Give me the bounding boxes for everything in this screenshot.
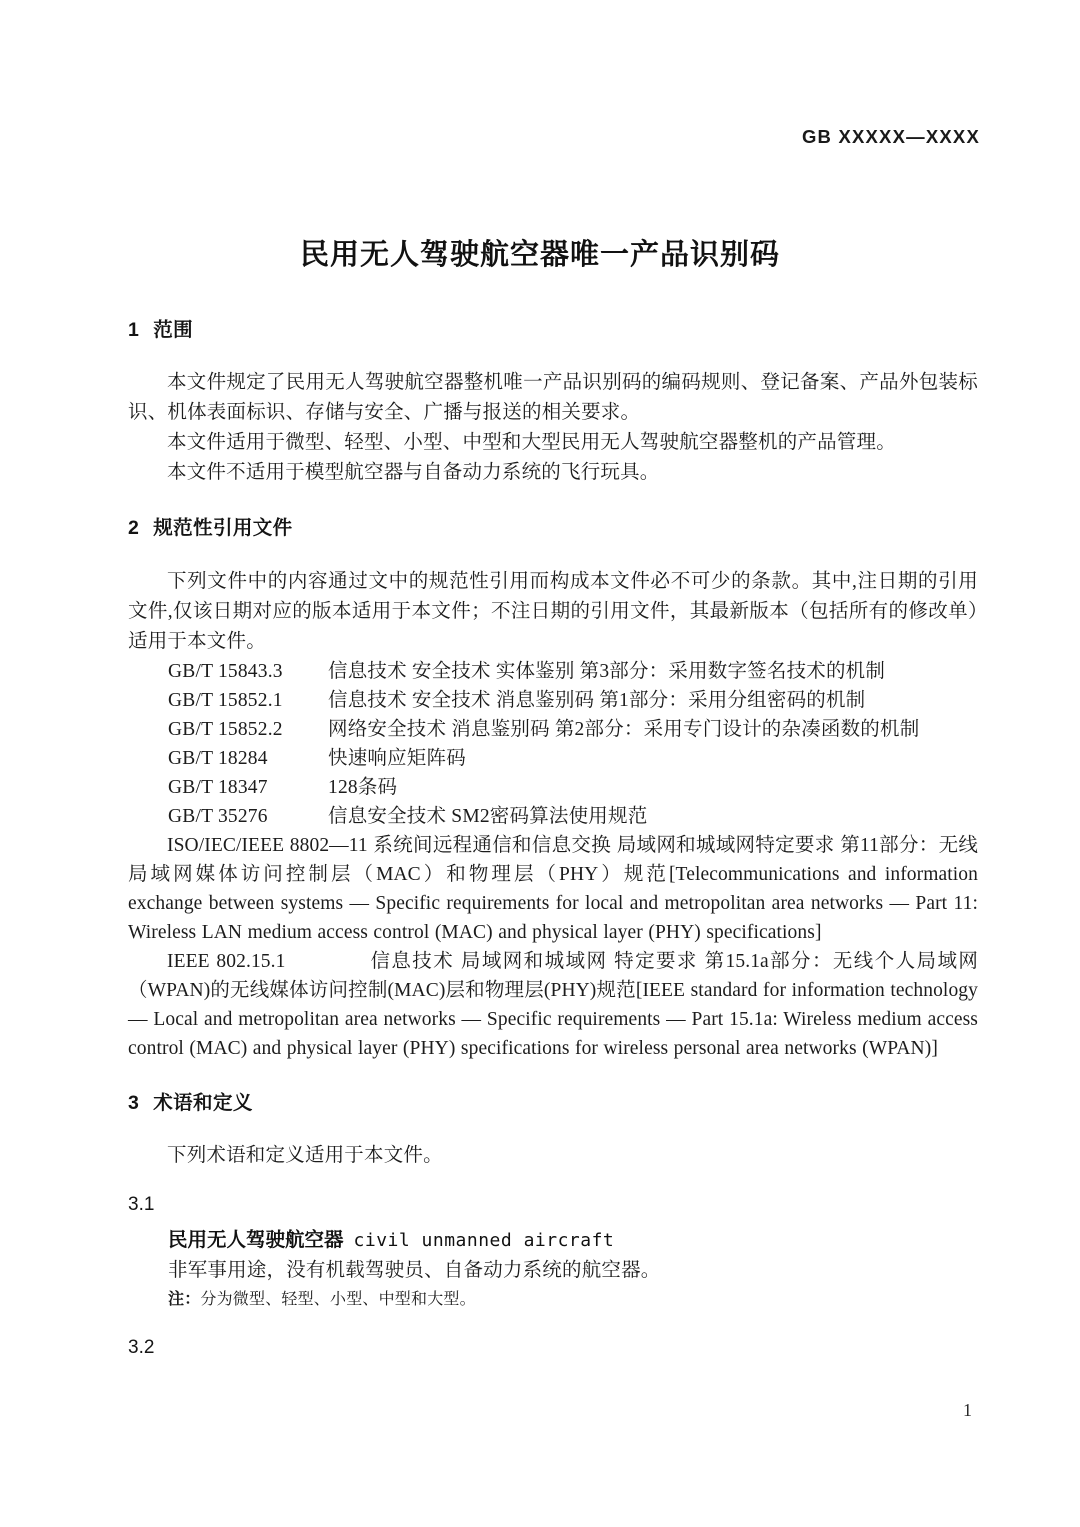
term-note-text: 分为微型、轻型、小型、中型和大型。 <box>200 1290 476 1308</box>
term-note-label: 注： <box>168 1290 201 1308</box>
reference-title: 快速响应矩阵码 <box>328 747 466 769</box>
normative-reference-list <box>128 657 978 831</box>
reference-row <box>128 657 978 686</box>
reference-code: GB/T 15852.1 <box>168 689 283 711</box>
page-title: 民用无人驾驶航空器唯一产品识别码 <box>299 239 780 271</box>
scope-paragraph-3: 本文件不适用于模型航空器与自备动力系统的飞行玩具。 <box>167 462 660 484</box>
scope-paragraph-1: 本文件规定了民用无人驾驶航空器整机唯一产品识别码的编码规则、登记备案、产品外包装标识、机体表面标识、存储与安全、广播与报送的相关要求。 <box>128 372 978 424</box>
section-heading-normative-references <box>128 516 978 540</box>
reference-row <box>128 773 978 802</box>
reference-code: GB/T 18284 <box>168 747 268 769</box>
reference-row <box>128 744 978 773</box>
reference-code: GB/T 15843.3 <box>168 660 283 682</box>
reference-code: GB/T 35276 <box>168 805 268 827</box>
clause-number-3-1: 3.1 <box>128 1194 155 1216</box>
reference-block-ieee-802-15-1: IEEE 802.15.1 信息技术 局域网和城域网 特定要求 第15.1a部分：无线个人局域网（WPAN)的无线媒体访问控制(MAC)层和物理层(PHY)规范[IEEE standard for information technology — Local and metropolitan area networks — Specific requirements — Part 15.1a: Wireless medium access control (MAC) and physical layer (PHY) specifications for wireless personal area networks (WPAN)] <box>128 950 978 1059</box>
reference-title: 信息技术 安全技术 实体鉴别 第3部分：采用数字签名技术的机制 <box>328 660 886 682</box>
reference-row <box>128 686 978 715</box>
reference-title: 信息技术 安全技术 消息鉴别码 第1部分：采用分组密码的机制 <box>328 689 866 711</box>
terms-intro: 下列术语和定义适用于本文件。 <box>167 1145 443 1167</box>
section-number-1: 1 <box>128 319 140 341</box>
standard-code-header: GB XXXXX—XXXX <box>801 126 980 147</box>
section-heading-terms <box>128 1091 978 1115</box>
scope-paragraph-2: 本文件适用于微型、轻型、小型、中型和大型民用无人驾驶航空器整机的产品管理。 <box>167 432 896 454</box>
term-definition-3-1: 非军事用途，没有机载驾驶员、自备动力系统的航空器。 <box>168 1259 661 1281</box>
reference-title: 128条码 <box>328 776 398 798</box>
document-body <box>128 318 978 1361</box>
normative-references-intro: 下列文件中的内容通过文中的规范性引用而构成本文件必不可少的条款。其中,注日期的引用文件,仅该日期对应的版本适用于本文件；不注日期的引用文件，其最新版本（包括所有的修改单）适用于本文件。 <box>128 570 978 652</box>
reference-row <box>128 715 978 744</box>
term-note-3-1 <box>128 1286 978 1314</box>
reference-title: 网络安全技术 消息鉴别码 第2部分：采用专门设计的杂凑函数的机制 <box>328 718 920 740</box>
page-number: 1 <box>963 1400 972 1420</box>
reference-block-iso-8802-11: ISO/IEC/IEEE 8802—11 系统间远程通信和信息交换 局域网和城域网特定要求 第11部分：无线局域网媒体访问控制层（MAC）和物理层（PHY）规范[Telecommunications and information exchange between systems — Specific requirements for local and metropolitan area networks — Part 11: Wireless LAN medium access control (MAC) and physical layer (PHY) specifications] <box>128 834 978 943</box>
section-number-3: 3 <box>128 1091 140 1114</box>
reference-code: GB/T 15852.2 <box>168 718 283 740</box>
term-zh: 民用无人驾驶航空器 <box>168 1228 344 1251</box>
section-title-1: 范围 <box>153 319 194 341</box>
reference-title: 信息安全技术 SM2密码算法使用规范 <box>328 805 648 827</box>
section-heading-scope <box>128 318 978 342</box>
section-title-3: 术语和定义 <box>153 1091 253 1114</box>
clause-number-3-2: 3.2 <box>128 1336 155 1358</box>
reference-row <box>128 802 978 831</box>
reference-code: GB/T 18347 <box>168 776 268 798</box>
section-number-2: 2 <box>128 517 140 540</box>
term-en: civil unmanned aircraft <box>353 1229 615 1251</box>
section-title-2: 规范性引用文件 <box>153 517 293 540</box>
term-entry-3-1 <box>128 1225 978 1256</box>
